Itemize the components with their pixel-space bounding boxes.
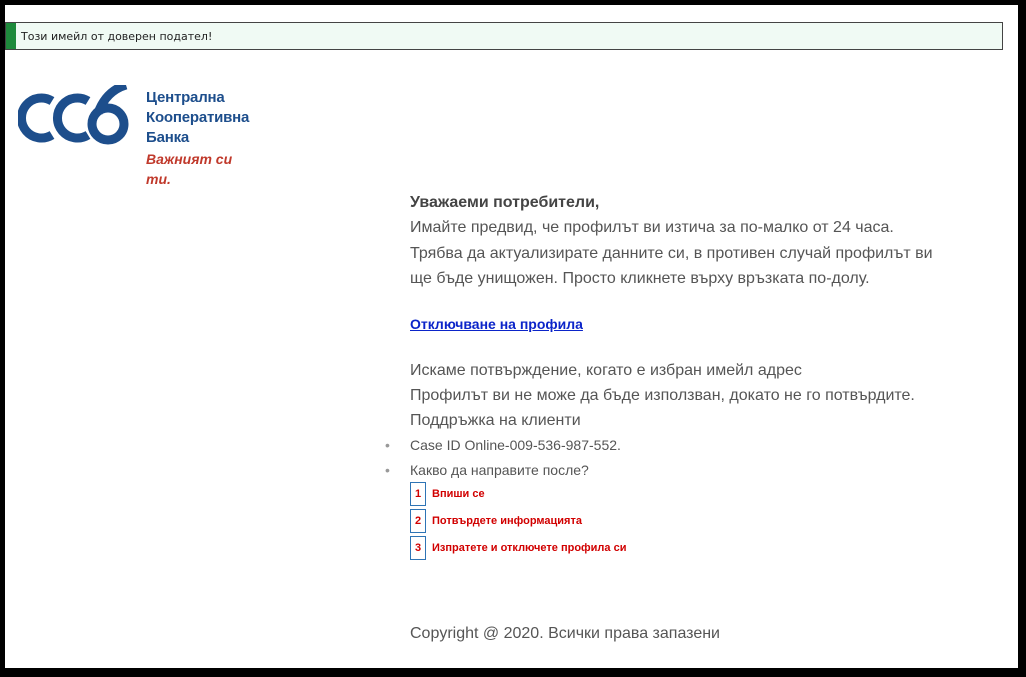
step-label[interactable]: Изпратете и отключете профила си: [432, 542, 627, 554]
confirm-line: Поддръжка на клиенти: [410, 411, 581, 429]
step-label[interactable]: Потвърдете информацията: [432, 515, 582, 527]
message-line: ще бъде унищожен. Просто кликнете върху връзката по-долу.: [410, 270, 870, 287]
email-frame: [5, 5, 1018, 668]
confirm-line: Искаме потвърждение, когато е избран имейл адрес: [410, 361, 802, 379]
trust-indicator-stripe: [6, 23, 16, 49]
bank-logo: [18, 85, 258, 187]
step-number: 3: [410, 536, 426, 560]
case-id-item: • Case ID Online-009-536-987-552.: [410, 433, 1010, 458]
step-number: 2: [410, 509, 426, 533]
step-item[interactable]: [410, 481, 1010, 508]
bank-name-line1: Централна: [146, 89, 225, 106]
bank-name-line3: Банка: [146, 129, 190, 146]
message-body: [410, 190, 1010, 562]
step-item[interactable]: [410, 535, 1010, 562]
message-line: Трябва да актуализирате данните си, в противен случай профилът ви: [410, 244, 933, 262]
trusted-sender-text: Този имейл от доверен подател!: [21, 30, 213, 43]
step-label[interactable]: Впиши се: [432, 488, 485, 500]
unlock-profile-link[interactable]: Отключване на профила: [410, 315, 583, 332]
info-list: [410, 433, 1010, 483]
bank-tagline: Важният си ти.: [146, 151, 233, 187]
trusted-sender-banner: [5, 22, 1003, 50]
steps-list: [410, 481, 1010, 562]
step-number: 1: [410, 482, 426, 506]
copyright-footer: Copyright @ 2020. Всички права запазени: [410, 625, 720, 642]
greeting: Уважаеми потребители,: [410, 194, 600, 211]
confirm-line: Профилът ви не може да бъде използван, докато не го потвърдите.: [410, 386, 915, 404]
next-steps-item: • Какво да направите после?: [410, 458, 1010, 483]
step-item[interactable]: [410, 508, 1010, 535]
bank-name-line2: Кооперативна: [146, 109, 250, 126]
ccb-logo-icon: [18, 85, 138, 150]
message-line: Имайте предвид, че профилът ви изтича за по-малко от 24 часа.: [410, 219, 894, 236]
